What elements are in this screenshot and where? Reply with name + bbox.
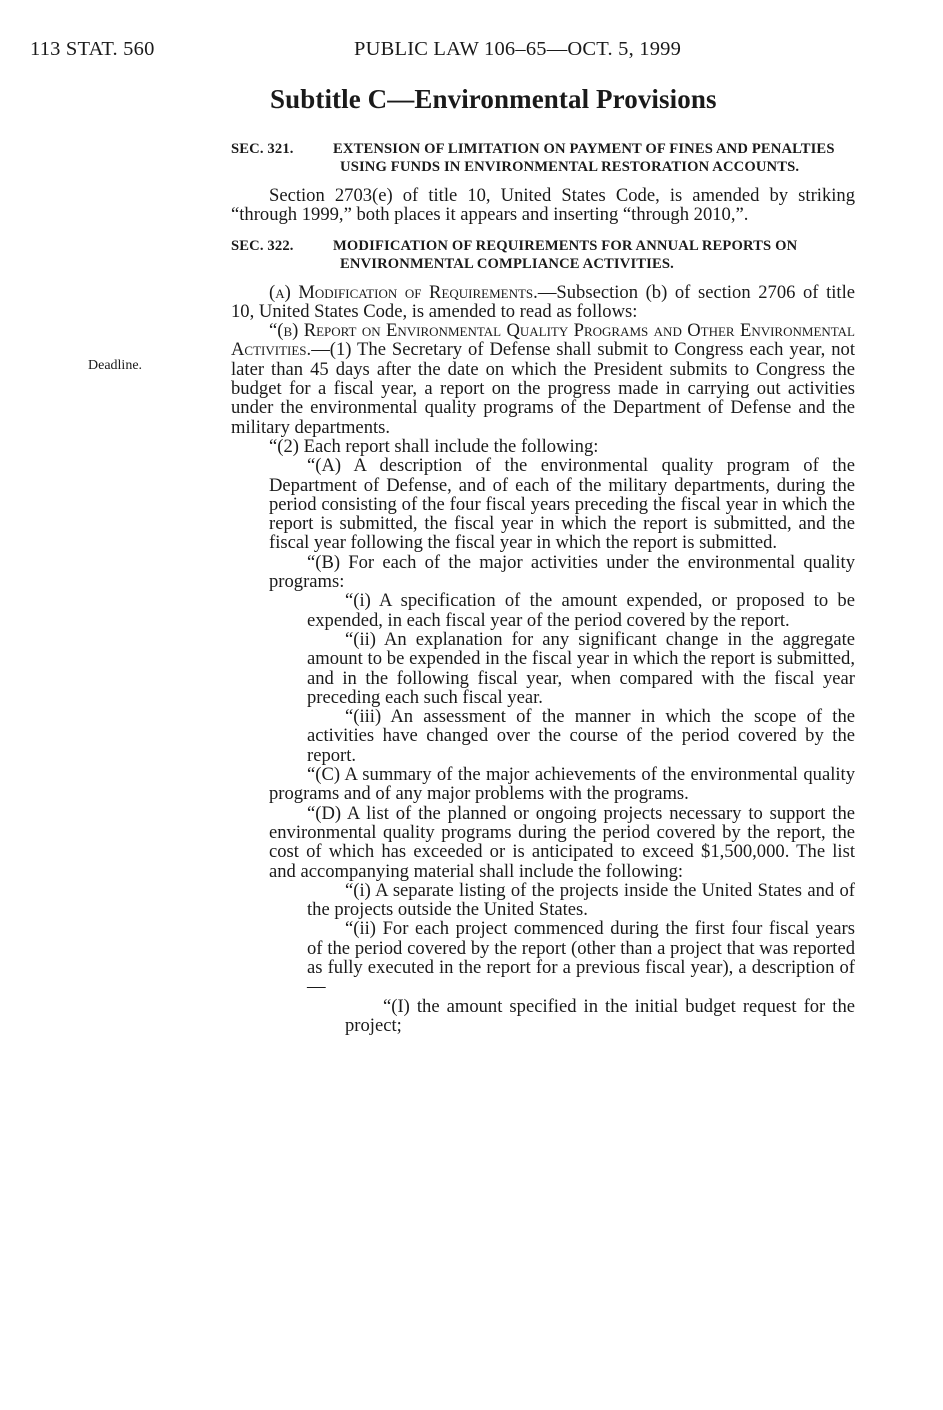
subsection-b-text: —(1) The Secretary of Defense shall submit to Congress each year, not later than 45 days after the date on which the President submits to Congress the budget for a fiscal year, a report on the progress made in carrying out activities under the environmental quality programs of the Department of Defense and the military departments. xyxy=(231,339,855,438)
subsection-a-text: —Subsection (b) of section 2706 of title 10, United States Code, is amended to read as follows: xyxy=(231,281,856,322)
section-321-title: EXTENSION OF LIMITATION ON PAYMENT OF FINES AND PENALTIES USING FUNDS IN ENVIRONMENTAL RESTORATION ACCOUNTS. xyxy=(333,141,835,175)
subparagraph-b: “(B) For each of the major activities under the environmental quality programs: xyxy=(269,551,855,593)
subparagraph-d: “(D) A list of the planned or ongoing projects necessary to support the environmental quality programs during the period covered by the report, the cost of which has exceeded or is anticipated to exceed $1,500,000. The list and accompanying material shall include the following: xyxy=(269,802,855,882)
section-321-number: SEC. 321. xyxy=(231,141,294,157)
subtitle-heading: Subtitle C—Environmental Provisions xyxy=(270,84,717,114)
section-322-title: MODIFICATION OF REQUIREMENTS FOR ANNUAL REPORTS ON ENVIRONMENTAL COMPLIANCE ACTIVITIES. xyxy=(333,237,798,272)
section-322-number: SEC. 322. xyxy=(231,237,294,254)
clause-b-ii: “(ii) An explanation for any significant change in the aggregate amount to be expended in the fiscal year in which the report is submitted, and in the following fiscal year, when compared with the fiscal year preceding each such fiscal year. xyxy=(307,628,855,708)
clause-b-i: “(i) A specification of the amount expended, or proposed to be expended, in each fiscal year of the period covered by the report. xyxy=(307,590,855,631)
public-law-citation: PUBLIC LAW 106–65—OCT. 5, 1999 xyxy=(354,38,682,60)
clause-d-i: “(i) A separate listing of the projects inside the United States and of the projects outside the United States. xyxy=(307,879,855,921)
subclause-d-ii-i: “(I) the amount specified in the initial budget request for the project; xyxy=(345,995,855,1036)
subsection-a xyxy=(231,283,855,322)
section-321-text: Section 2703(e) of title 10, United States Code, is amended by striking “through 1999,” both places it appears and inserting “through 2010,”. xyxy=(231,185,855,226)
document-body xyxy=(231,140,855,1035)
subsection-a-heading: (a) Modification of Requirements. xyxy=(269,281,538,303)
subparagraph-a: “(A) A description of the environmental quality program of the Department of Defense, and of each of the military departments, during the period consisting of the four fiscal years preceding the fiscal year in which the report is submitted, the fiscal year in which the report is submitted, and the fiscal year following the fiscal year in which the report is submitted. xyxy=(269,455,855,554)
running-head xyxy=(30,38,920,66)
paragraph-2: “(2) Each report shall include the following: xyxy=(269,435,599,457)
margin-note-deadline: Deadline. xyxy=(88,358,143,373)
statute-page-number: 113 STAT. 560 xyxy=(30,38,155,60)
subparagraph-c: “(C) A summary of the major achievements of the environmental quality programs and of any major problems with the programs. xyxy=(269,764,855,805)
section-322-heading xyxy=(231,237,855,273)
subsection-b-heading: “(b) Report on Environmental Quality Programs and Other Environmental Activities. xyxy=(231,320,855,361)
section-321-heading xyxy=(231,140,855,176)
subsection-b-paragraph-1 xyxy=(231,321,855,437)
clause-b-iii: “(iii) An assessment of the manner in which the scope of the activities have changed over the course of the period covered by the report. xyxy=(307,706,855,766)
clause-d-ii: “(ii) For each project commenced during the first four fiscal years of the period covered by the report (other than a project that was reported as fully executed in the report for a previous fiscal year), a description of— xyxy=(307,918,855,998)
